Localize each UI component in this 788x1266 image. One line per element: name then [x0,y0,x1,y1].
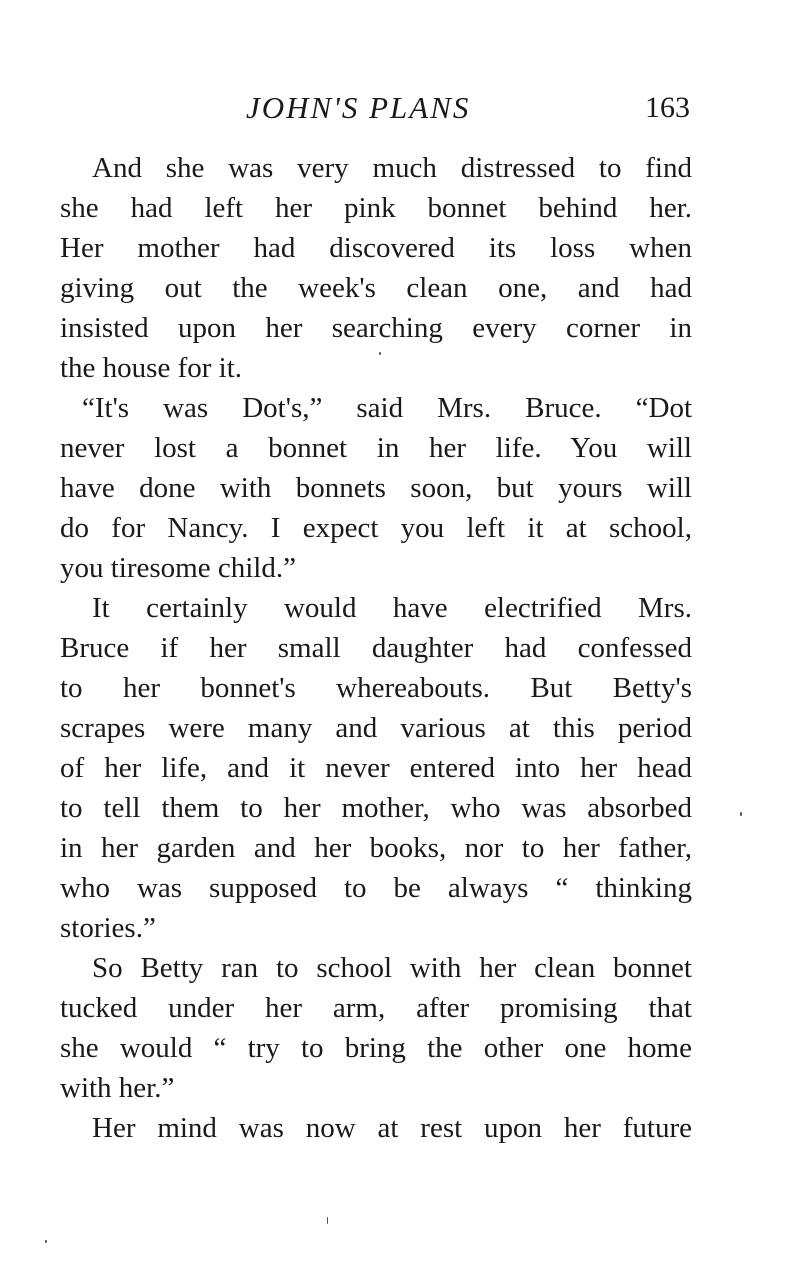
text-line: have done with bonnets soon, but yours will [60,472,692,504]
running-title: JOHN'S PLANS [246,90,471,125]
text-line: in her garden and her books, nor to her father, [60,832,692,864]
body-text [60,148,692,1148]
text-line: And she was very much distressed to find [92,152,692,184]
text-line: the house for it. [60,352,243,384]
text-line: you tiresome child.” [60,552,296,584]
text-line: So Betty ran to school with her clean bonnet [92,952,692,984]
text-line: to tell them to her mother, who was absorbed [60,792,692,824]
text-line: she would “ try to bring the other one home [60,1032,692,1064]
text-line: stories.” [60,912,156,944]
text-line: with her.” [60,1072,175,1104]
text-line: who was supposed to be always “ thinking [60,872,692,904]
text-line: do for Nancy. I expect you left it at school, [60,512,692,544]
text-line: giving out the week's clean one, and had [60,272,692,304]
text-line: never lost a bonnet in her life. You will [60,432,692,464]
page-number: 163 [645,91,690,124]
text-line: Her mind was now at rest upon her future [92,1112,692,1144]
text-line: insisted upon her searching every corner in [60,312,692,344]
text-line: tucked under her arm, after promising that [60,992,692,1024]
text-line: to her bonnet's whereabouts. But Betty's [60,672,692,704]
text-line: Bruce if her small daughter had confessed [60,632,692,664]
text-line: scrapes were many and various at this period [60,712,692,744]
text-line: she had left her pink bonnet behind her. [60,192,692,224]
text-line: Her mother had discovered its loss when [60,232,692,264]
text-line: of her life, and it never entered into her head [60,752,692,784]
text-line: It certainly would have electrified Mrs. [92,592,692,624]
running-head [60,86,696,130]
text-line: “It's was Dot's,” said Mrs. Bruce. “Dot [82,392,692,424]
